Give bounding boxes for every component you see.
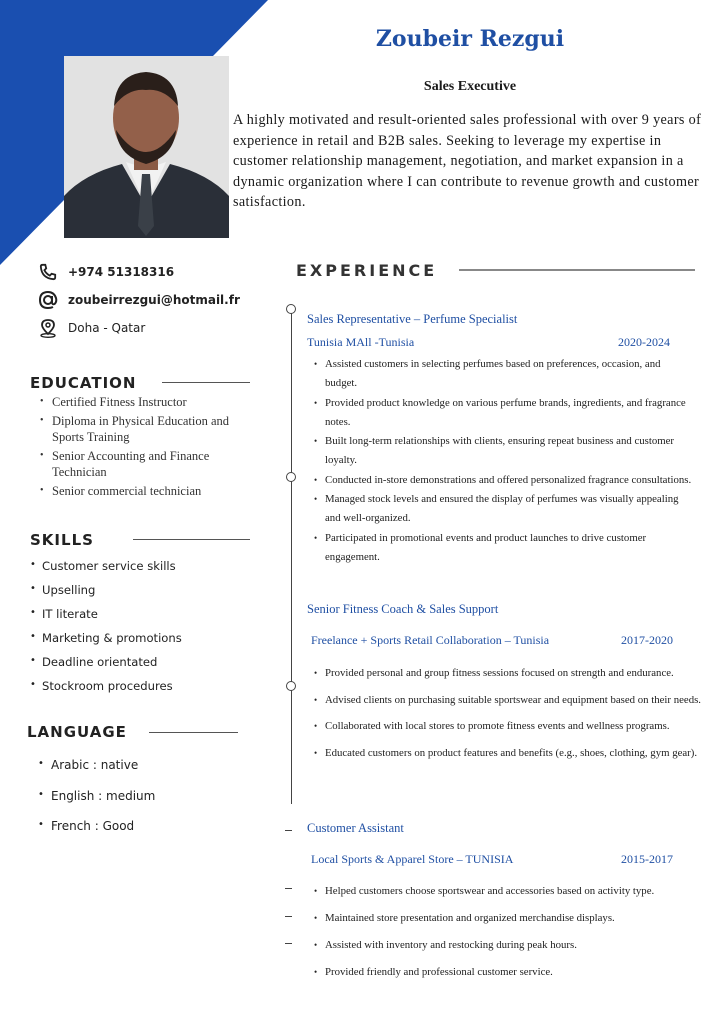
phone-icon — [38, 262, 58, 282]
email-text: zoubeirrezgui@hotmail.fr — [68, 293, 240, 307]
timeline-tick — [285, 830, 292, 831]
list-item: • Assisted customers in selecting perfumes based on preferences, occasion, and budget. — [312, 355, 692, 394]
job-title: Sales Executive — [423, 79, 517, 94]
job-years: 2020-2024 — [618, 335, 670, 349]
job-company: Tunisia MAll -Tunisia — [307, 335, 415, 349]
timeline-dot — [286, 304, 296, 314]
list-item: • Customer service skills — [30, 559, 182, 583]
contact-location — [38, 318, 145, 338]
list-item: • Certified Fitness Instructor — [38, 394, 248, 410]
list-item: • IT literate — [30, 607, 182, 631]
list-item: • Maintained store presentation and organized merchandise displays. — [312, 905, 712, 932]
timeline-tick — [285, 916, 292, 917]
job-bullets — [312, 878, 712, 986]
job-bullets — [312, 660, 712, 766]
skills-heading: SKILLS — [30, 531, 94, 549]
list-item: • Built long-term relationships with clients, ensuring repeat business and customer loyalty. — [312, 432, 692, 471]
job-role: Customer Assistant — [307, 821, 404, 835]
job-bullets — [312, 355, 692, 567]
list-item: • French : Good — [38, 819, 155, 850]
timeline-dot — [286, 472, 296, 482]
list-item: • Assisted with inventory and restocking during peak hours. — [312, 932, 712, 959]
job-years: 2015-2017 — [621, 852, 673, 866]
list-item: • Educated customers on product features and benefits (e.g., shoes, clothing, gym gear). — [312, 740, 712, 767]
list-item: • Provided friendly and professional customer service. — [312, 959, 712, 986]
job-role: Senior Fitness Coach & Sales Support — [307, 602, 499, 616]
contact-phone — [38, 262, 174, 282]
job-years: 2017-2020 — [621, 633, 673, 647]
list-item: • Arabic : native — [38, 758, 155, 789]
location-pin-icon — [38, 318, 58, 338]
list-item: • Participated in promotional events and product launches to drive customer engagement. — [312, 529, 692, 568]
timeline-tick — [285, 888, 292, 889]
education-heading: EDUCATION — [30, 374, 137, 392]
list-item: • Senior Accounting and Finance Technician — [38, 448, 248, 480]
language-divider — [149, 732, 238, 733]
list-item: • Provided product knowledge on various perfume brands, ingredients, and fragrance notes. — [312, 394, 692, 433]
at-icon — [38, 290, 58, 310]
list-item: • English : medium — [38, 789, 155, 820]
list-item: • Deadline orientated — [30, 655, 182, 679]
timeline-tick — [285, 943, 292, 944]
language-list — [38, 758, 155, 850]
location-text: Doha - Qatar — [68, 321, 146, 335]
experience-heading: EXPERIENCE — [296, 261, 438, 280]
education-list — [38, 394, 248, 502]
skills-list — [30, 559, 182, 703]
job-company: Local Sports & Apparel Store – TUNISIA — [311, 852, 514, 866]
list-item: • Collaborated with local stores to promote fitness events and wellness programs. — [312, 713, 712, 740]
contact-email — [38, 290, 240, 310]
language-heading: LANGUAGE — [27, 723, 127, 741]
list-item: • Stockroom procedures — [30, 679, 182, 703]
list-item: • Managed stock levels and ensured the display of perfumes was visually appealing and well-organized. — [312, 490, 692, 529]
list-item: • Diploma in Physical Education and Sports Training — [38, 413, 248, 445]
education-divider — [162, 382, 250, 383]
experience-divider — [459, 269, 695, 271]
list-item: • Marketing & promotions — [30, 631, 182, 655]
list-item: • Upselling — [30, 583, 182, 607]
list-item: • Advised clients on purchasing suitable sportswear and equipment based on their needs. — [312, 687, 712, 714]
list-item: • Senior commercial technician — [38, 483, 248, 499]
profile-photo — [64, 56, 229, 238]
skills-divider — [133, 539, 250, 540]
list-item: • Helped customers choose sportswear and accessories based on activity type. — [312, 878, 712, 905]
job-role: Sales Representative – Perfume Specialist — [307, 312, 518, 326]
list-item: • Conducted in-store demonstrations and offered personalized fragrance consultations. — [312, 471, 692, 490]
job-company: Freelance + Sports Retail Collaboration – Tunisia — [311, 633, 550, 647]
timeline-line — [291, 310, 292, 804]
list-item: • Provided personal and group fitness sessions focused on strength and endurance. — [312, 660, 712, 687]
phone-text: +974 51318316 — [68, 265, 175, 279]
timeline-dot — [286, 681, 296, 691]
profile-summary: A highly motivated and result-oriented sales professional with over 9 years of experience in retail and B2B sales. Seeking to leverage my expertise in customer relationship management, negotiation, and market expansion in a dynamic organization where I can contribute to revenue growth and customer satisfaction. — [233, 112, 702, 210]
candidate-name: Zoubeir Rezgui — [375, 26, 565, 52]
